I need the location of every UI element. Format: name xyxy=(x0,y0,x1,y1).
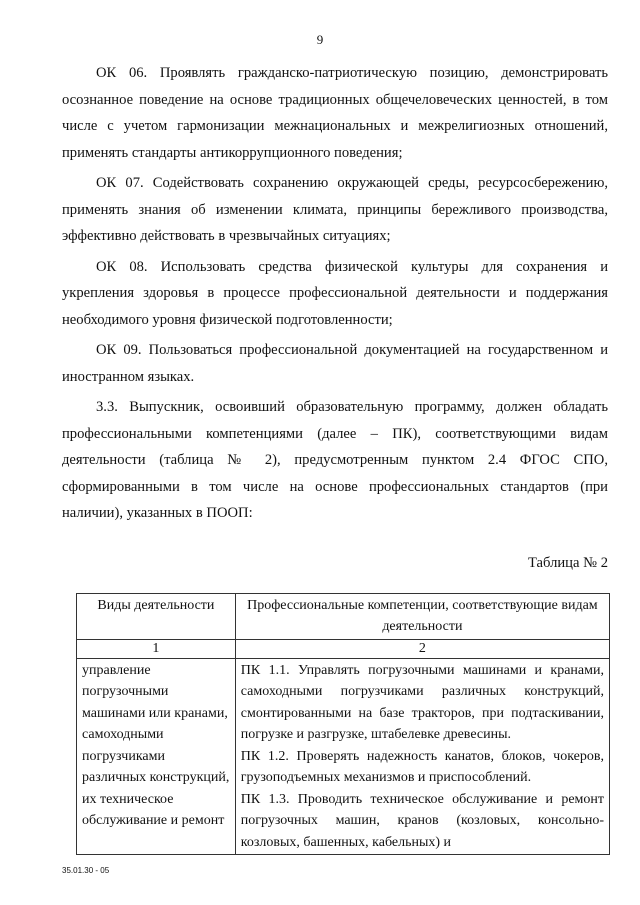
pk-1-1: ПК 1.1. Управлять погрузочными машинами и кранами, самоходными погрузчиками различных конструкций, смонтированными на базе тракторов, при подтаскивании, погрузке и разгрузке, штабелевке древесины. xyxy=(240,662,604,742)
table-number-row xyxy=(77,639,610,658)
paragraph-ok-08: ОК 08. Использовать средства физической культуры для сохранения и укрепления здоровья в процессе профессиональной деятельности и поддержания необходимого уровня физической подготовленности; xyxy=(62,258,608,328)
paragraph-ok-09: ОК 09. Пользоваться профессиональной документацией на государственном и иностранном языках. xyxy=(62,342,608,385)
table-caption: Таблица № 2 xyxy=(528,554,608,571)
page-number: 9 xyxy=(316,32,324,47)
paragraph-3-3: 3.3. Выпускник, освоивший образовательную программу, должен обладать профессиональными компетенциями (далее – ПК), соответствующими видам деятельности (таблица № 2), предусмотренным пунктом 2.4 ФГОС СПО, сформированными в том числе на основе профессиональных стандартов (при наличии), указанных в ПООП: xyxy=(62,399,608,521)
document-body xyxy=(62,60,608,855)
competencies-cell xyxy=(235,658,609,855)
paragraph-ok-06: ОК 06. Проявлять гражданско-патриотическую позицию, демонстрировать осознанное поведение на основе традиционных общечеловеческих ценностей, в том числе с учетом гармонизации межнациональных и межрелигиозных отношений, применять стандарты антикоррупционного поведения; xyxy=(62,65,608,161)
pk-1-3: ПК 1.3. Проводить техническое обслуживание и ремонт погрузочных машин, кранов (козловых, консольно-козловых, башенных, кабельных) и xyxy=(240,791,604,850)
column-number-2: 2 xyxy=(235,639,609,658)
header-competencies: Профессиональные компетенции, соответствующие видам деятельности xyxy=(235,593,609,639)
column-number-1: 1 xyxy=(77,639,236,658)
activity-cell: управление погрузочными машинами или кранами, самоходными погрузчиками различных конструкций, их техническое обслуживание и ремонт xyxy=(77,658,236,855)
table-row xyxy=(77,658,610,855)
table-header-row xyxy=(77,593,610,639)
header-activity: Виды деятельности xyxy=(77,593,236,639)
footer-code: 35.01.30 - 05 xyxy=(62,866,110,875)
pk-1-2: ПК 1.2. Проверять надежность канатов, блоков, чокеров, грузоподъемных механизмов и приспособлений. xyxy=(240,748,604,785)
competencies-table xyxy=(76,593,610,856)
paragraph-ok-07: ОК 07. Содействовать сохранению окружающей среды, ресурсосбережению, применять знания об изменении климата, принципы бережливого производства, эффективно действовать в чрезвычайных ситуациях; xyxy=(62,175,608,244)
